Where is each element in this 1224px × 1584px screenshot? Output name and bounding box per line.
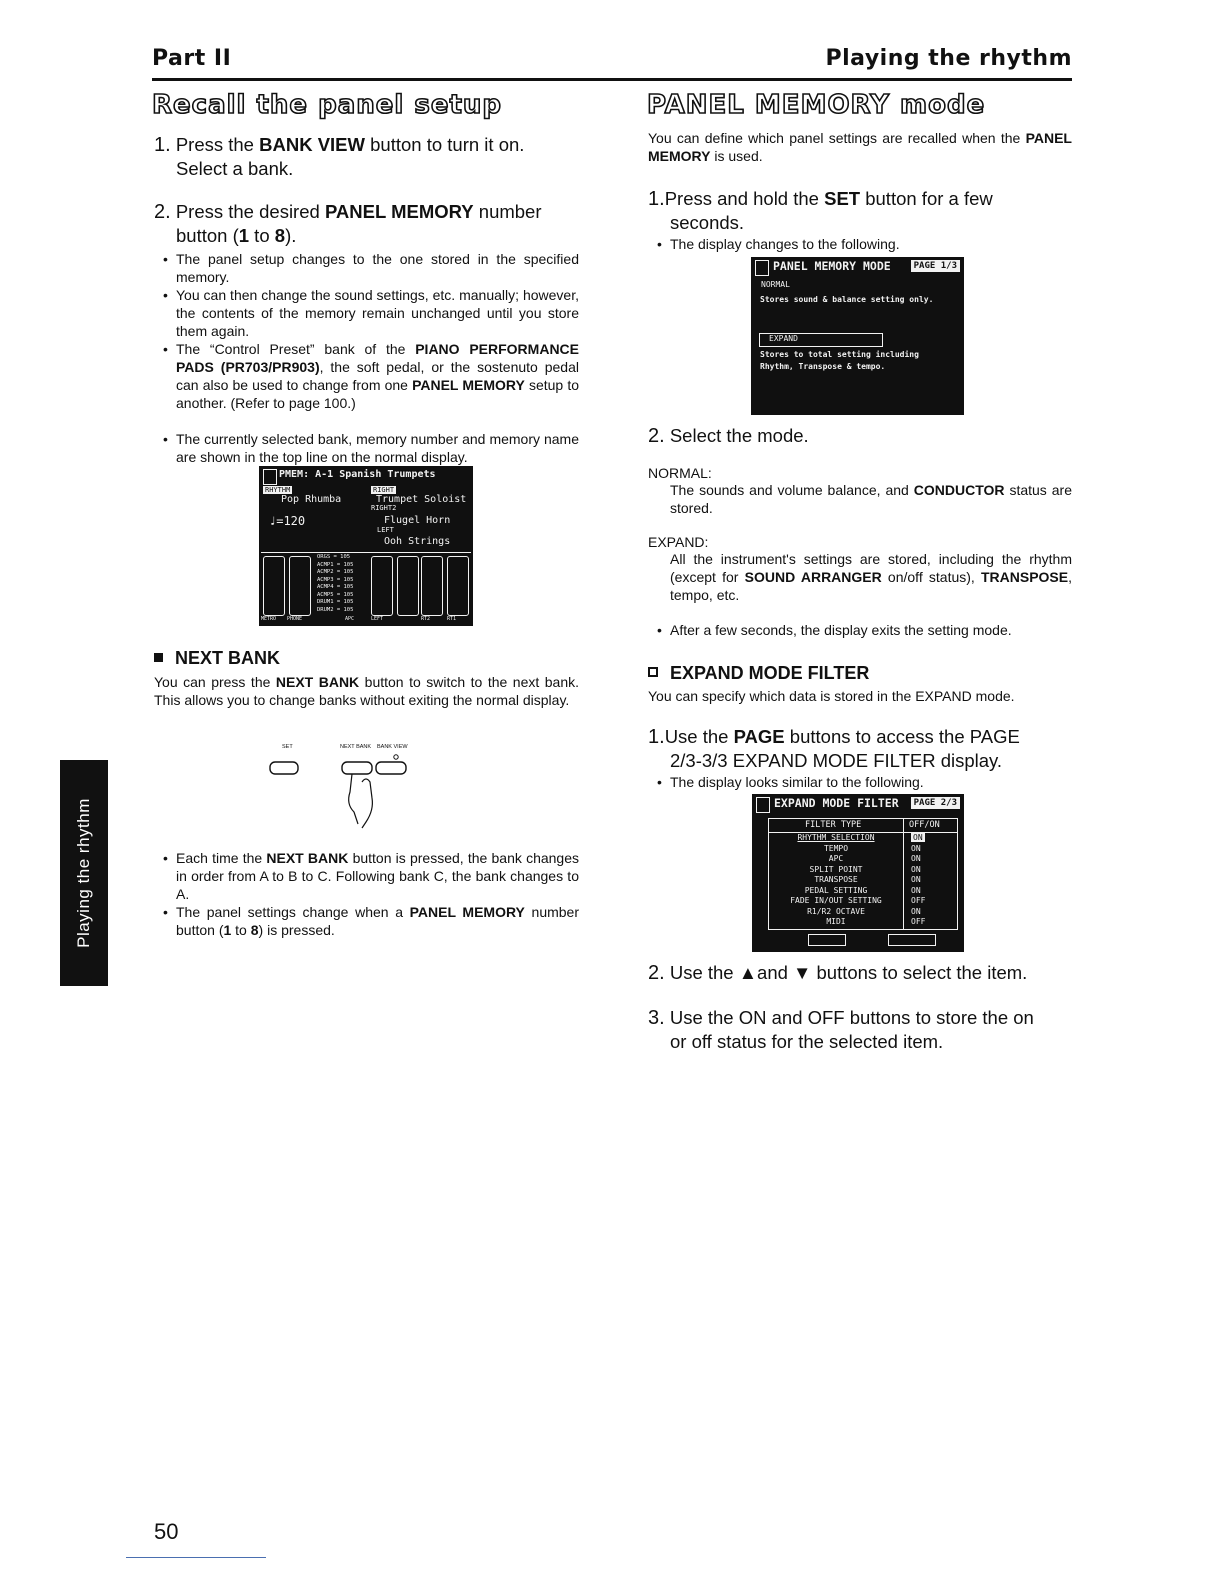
slider-icon[interactable] — [263, 556, 285, 616]
col-off-on: OFF/ON — [909, 820, 940, 830]
expand-description-2: Rhythm, Transpose & tempo. — [760, 362, 886, 371]
filter-row-value[interactable]: ON — [911, 843, 921, 853]
bank-view-led — [394, 755, 398, 759]
header-rule — [152, 78, 1072, 81]
expand-mode-filter-screen — [752, 794, 964, 952]
channel-volume-row: ACMP4 = 105 — [317, 584, 354, 590]
slider-icon[interactable] — [289, 556, 311, 616]
slider-icon[interactable] — [447, 556, 469, 616]
slider-label: RT1 — [447, 616, 457, 622]
mode-step-2: 2. Select the mode. — [648, 425, 809, 447]
normal-body: The sounds and volume balance, and CONDUCTOR status are stored. — [670, 482, 1072, 516]
channel-volume-row: ACMP3 = 105 — [317, 576, 354, 583]
side-tab-label: Playing the rhythm — [74, 798, 93, 948]
filter-step-3: 3. Use the ON and OFF buttons to store the on or off status for the selected item. — [648, 1007, 1034, 1052]
memory-icon — [755, 260, 769, 276]
channel-volume-row: DRUM1 = 105 — [317, 599, 354, 605]
bullet-bank-order: • Each time the NEXT BANK button is pressed, the bank changes in order from A to B to C. Following bank C, the bank changes to A. — [154, 849, 579, 903]
finger-pressing-icon — [349, 774, 373, 828]
bullet-display-changes: • The display changes to the following. — [648, 235, 1072, 253]
expand-description-1: Stores to total setting including — [760, 350, 919, 359]
lcd3-page: PAGE 2/3 — [911, 797, 960, 809]
slider-label: RT2 — [421, 616, 431, 622]
filter-row-name[interactable]: FADE IN/OUT SETTING — [790, 896, 882, 905]
filter-row-name[interactable]: SPLIT POINT — [809, 864, 863, 874]
slider-label: APC — [345, 616, 355, 622]
bullet-change-manually: • You can then change the sound settings, etc. manually; however, the contents of the memory remain unchanged until you store them again. — [154, 286, 579, 340]
panel-memory-mode-screen — [751, 257, 964, 415]
lcd2-title: PANEL MEMORY MODE — [773, 259, 891, 273]
tag-left: LEFT — [377, 526, 394, 534]
display-rhythm: Pop Rhumba — [281, 494, 342, 505]
next-bank-paragraph: You can press the NEXT BANK button to switch to the next bank. This allows you to change banks without exiting the normal display. — [154, 674, 579, 708]
filter-row-value[interactable]: OFF — [911, 917, 926, 926]
filter-row-name[interactable]: TEMPO — [823, 843, 849, 853]
channel-volume-row: ACMP1 = 105 — [317, 561, 354, 568]
option-normal[interactable]: NORMAL — [761, 280, 790, 289]
filter-row-name[interactable]: MIDI — [826, 917, 846, 926]
filter-step-2: 2. Use the ▲and ▼ buttons to select the item. — [648, 962, 1028, 984]
col-filter-type: FILTER TYPE — [805, 820, 862, 830]
channel-volume-row: ACMP5 = 105 — [317, 591, 354, 598]
mode-descriptions — [648, 465, 1072, 639]
channel-volume-row: ORGS = 105 — [317, 554, 351, 560]
slider-icon[interactable] — [421, 556, 443, 616]
set-button[interactable] — [270, 762, 298, 774]
bullet-panel-changes: • The panel setup changes to the one stored in the specified memory. — [154, 250, 579, 286]
channel-volume-row: DRUM2 = 105 — [317, 606, 354, 613]
filter-row-name[interactable]: TRANSPOSE — [814, 875, 858, 884]
slider-label: PHONE — [287, 616, 303, 622]
next-bank-bullets — [154, 849, 579, 939]
off-button-icon[interactable] — [808, 934, 846, 946]
slider-label: METRO — [261, 616, 277, 622]
button-diagram — [262, 752, 422, 832]
filter-row-name[interactable]: PEDAL SETTING — [804, 885, 868, 895]
recall-step-1: 1. Press the BANK VIEW button to turn it on. Select a bank. — [154, 134, 525, 179]
filter-row-name[interactable]: APC — [828, 854, 844, 863]
expand-filter-title: EXPAND MODE FILTER — [670, 663, 870, 683]
label-bank-view: BANK VIEW — [377, 744, 408, 750]
filter-row-value[interactable]: OFF — [911, 896, 926, 905]
display-voice-right: Trumpet Soloist — [376, 494, 467, 505]
side-tab — [60, 760, 108, 986]
square-bullet-icon — [648, 667, 658, 677]
on-button-icon[interactable] — [888, 934, 936, 946]
expand-filter-intro: You can specify which data is stored in the EXPAND mode. — [648, 688, 1015, 704]
bullet-display-exits: • After a few seconds, the display exits the setting mode. — [648, 621, 1072, 639]
filter-row-name[interactable]: RHYTHM SELECTION — [797, 833, 875, 842]
slider-icon[interactable] — [397, 556, 419, 616]
normal-label: NORMAL: — [648, 465, 712, 481]
part-label: Part II — [152, 46, 232, 71]
filter-row-name[interactable]: R1/R2 OCTAVE — [807, 906, 865, 916]
bullet-current-bank: • The currently selected bank, memory number and memory name are shown in the top line on the normal display. — [154, 430, 579, 466]
next-bank-button[interactable] — [342, 762, 372, 774]
filter-step-1: 1.Use the PAGE buttons to access the PAGE 2/3-3/3 EXPAND MODE FILTER display. • The display looks similar to the following. — [648, 725, 1072, 791]
display-voice-left: Ooh Strings — [384, 536, 451, 547]
bullet-control-preset: • The “Control Preset” bank of the PIANO PERFORMANCE PADS (PR703/PR903), the soft pedal, or the sostenuto pedal can also be used to change from one PANEL MEMORY setup to another. (Refer to page 100.) — [154, 340, 579, 412]
bullet-panel-settings-change: • The panel settings change when a PANEL MEMORY number button (1 to 8) is pressed. — [154, 903, 579, 939]
next-bank-title: NEXT BANK — [175, 648, 281, 668]
lcd2-page: PAGE 1/3 — [911, 260, 960, 272]
chapter-title: Playing the rhythm — [825, 46, 1072, 71]
mode-step-1: 1.Press and hold the SET button for a few seconds. • The display changes to the following. — [648, 187, 1072, 253]
panel-memory-intro: You can define which panel settings are recalled when the PANEL MEMORY is used. — [648, 130, 1072, 164]
filter-table — [768, 818, 958, 930]
slider-icon[interactable] — [371, 556, 393, 616]
memory-icon — [756, 797, 770, 813]
filter-row-value[interactable]: ON — [911, 854, 921, 863]
next-bank-section — [154, 648, 579, 709]
section-title-panel-memory-mode: PANEL MEMORY mode — [647, 90, 986, 120]
display-voice-right2: Flugel Horn — [384, 515, 451, 526]
filter-row-value[interactable]: ON — [911, 875, 921, 884]
square-bullet-icon — [154, 653, 163, 662]
label-next-bank: NEXT BANK — [340, 744, 372, 750]
filter-row-value[interactable]: ON — [913, 833, 923, 842]
expand-body: All the instrument's settings are stored, including the rhythm (except for SOUND ARRANGER on/off status), TRANSPOSE, tempo, etc. — [670, 551, 1072, 603]
recall-step-2: 2. Press the desired PANEL MEMORY number button (1 to 8). • The panel setup changes to the one stored in the specified memory. • You can then change the sound settings, etc. manually; however, the contents of the memory remain unchanged until you store them again. • The “Control Preset” bank of the PIANO PERFORMANCE PADS (PR703/PR903), the soft pedal, or the sostenuto pedal can also be used to change from one PANEL MEMORY setup to another. (Refer to page 100.) • The currently selected bank, memory number and memory name are shown in the top line on the normal display. — [154, 200, 579, 466]
channel-volume-row: ACMP2 = 105 — [317, 569, 354, 575]
page-number: 50 — [154, 1519, 179, 1544]
display-tempo: ♩=120 — [269, 514, 306, 528]
filter-row-value[interactable]: ON — [911, 906, 921, 916]
display-topline: PMEM: A-1 Spanish Trumpets — [279, 469, 436, 480]
channel-volume-list — [315, 554, 367, 618]
filter-row-value[interactable]: ON — [911, 885, 921, 895]
label-set: SET — [282, 744, 293, 750]
option-expand[interactable]: EXPAND — [769, 334, 798, 343]
bullet-display-similar: • The display looks similar to the following. — [648, 773, 1072, 791]
slider-label: LEFT — [371, 616, 384, 622]
expand-label: EXPAND: — [648, 534, 709, 550]
expand-filter-section — [648, 663, 1072, 705]
normal-description: Stores sound & balance setting only. — [760, 295, 934, 304]
lcd3-title: EXPAND MODE FILTER — [774, 796, 899, 810]
section-title-recall: Recall the panel setup — [152, 90, 503, 120]
footer-line — [126, 1557, 266, 1558]
normal-display-screen — [259, 466, 473, 626]
filter-row-value[interactable]: ON — [911, 864, 921, 874]
tag-rhythm: RHYTHM — [265, 486, 291, 494]
tag-right: RIGHT — [373, 486, 395, 494]
memory-icon — [263, 469, 277, 485]
tag-right2: RIGHT2 — [371, 504, 397, 512]
bank-view-button[interactable] — [376, 762, 406, 774]
